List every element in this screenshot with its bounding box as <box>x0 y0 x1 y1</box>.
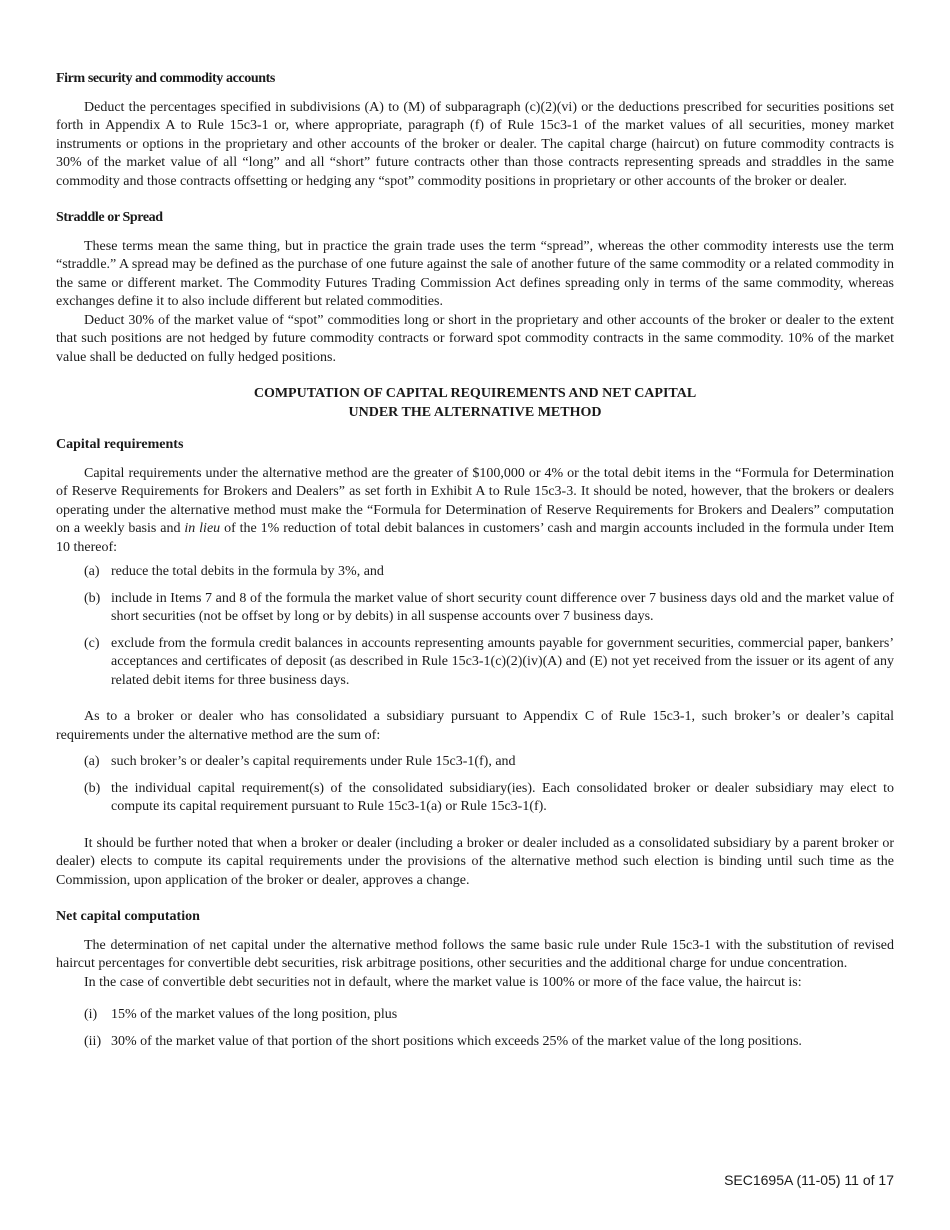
heading-net-capital: Net capital computation <box>56 909 200 924</box>
computation-title <box>56 385 894 422</box>
heading-firm-accounts: Firm security and commodity accounts <box>56 71 275 86</box>
list-item-text: exclude from the formula credit balances in accounts representing amounts payable for government securities, commercial paper, bankers’ acceptances and certificates of deposit (as described in Rule 15c3-1(c)(2)(iv)(A) and (E) not yet received from the issuer or its agent of any related debit items for three business days. <box>111 635 894 688</box>
list-marker: (a) <box>84 754 100 769</box>
form-footer-id: SEC1695A (11-05) 11 of 17 <box>724 1172 894 1188</box>
paragraph-firm-accounts: Deduct the percentages specified in subdivisions (A) to (M) of subparagraph (c)(2)(vi) or the deductions prescribed for securities positions set forth in Appendix A to Rule 15c3-1 or, where appropriate, paragraph (f) of Rule 15c3-1 of the market values of all securities, money market instruments or options in the proprietary and other accounts of the broker or dealer. The capital charge (haircut) on future commodity contracts is 30% of the market value of all “long” and all “short” future contracts other than those contracts representing spreads and straddles in the same commodity and those contracts offsetting or hedging any “spot” commodity positions in proprietary or other accounts of the broker or dealer. <box>56 99 894 189</box>
list-item-reduce-debits <box>56 563 894 582</box>
paragraph-net-capital-determination: The determination of net capital under the alternative method follows the same basic rule under Rule 15c3-1 with the substitution of revised haircut percentages for convertible debt securities, risk arbitrage positions, other securities and the additional charge for undue concentration. <box>56 937 894 971</box>
paragraph-capital-requirements <box>56 465 894 558</box>
list-item-short-positions <box>56 1033 894 1052</box>
computation-title-line2: UNDER THE ALTERNATIVE METHOD <box>348 404 602 420</box>
list-item-subsidiary-requirements <box>56 780 894 817</box>
list-item-broker-requirements <box>56 753 894 772</box>
paragraph-consolidated-subsidiary: As to a broker or dealer who has consolidated a subsidiary pursuant to Appendix C of Rule 15c3-1, such broker’s or dealer’s capital requirements under the alternative method are the sum of: <box>56 709 894 743</box>
capital-req-italic-in-lieu: in lieu <box>184 521 221 536</box>
list-item-text: include in Items 7 and 8 of the formula the market value of short security count difference over 7 business days old and the market value of short securities (not be offset by long or by debits) in all suspense accounts over 7 business days. <box>111 590 894 624</box>
computation-title-line1: COMPUTATION OF CAPITAL REQUIREMENTS AND NET CAPITAL <box>253 386 697 401</box>
list-item-text: reduce the total debits in the formula by 3%, and <box>111 564 384 579</box>
list-marker: (b) <box>84 780 101 796</box>
list-item-text: 15% of the market values of the long position, plus <box>111 1007 398 1022</box>
paragraph-election-binding: It should be further noted that when a broker or dealer (including a broker or dealer included as a consolidated subsidiary by a parent broker or dealer) elects to compute its capital requirements under the provisions of the alternative method such election is binding until such time as the Commission, upon application of the broker or dealer, approves a change. <box>56 835 894 888</box>
list-item-exclude-credit <box>56 635 894 691</box>
document-page <box>56 70 894 1051</box>
list-marker: (i) <box>84 1007 98 1022</box>
list-item-text: the individual capital requirement(s) of the consolidated subsidiary(ies). Each consolidated broker or dealer subsidiary may elect to compute its capital requirement pursuant to Rule 15c3-1(a) or Rule 15c3-1(f). <box>111 780 894 814</box>
capital-req-text-part1: Capital requirements under the alternative method are the greater of $100,000 or 4% or the total debit items in the “Formula for Determination of Reserve Requirements for Brokers and Dealers” as set forth in Exhibit A to Rule 15c3-3. It should be noted, however, that the brokers or dealers operating under the alternative method must make the “Formula for Determination of Reserve Requirements for Brokers and Dealers” computation on a weekly basis and <box>56 465 894 536</box>
list-item-include-items <box>56 590 894 627</box>
list-item-text: such broker’s or dealer’s capital requirements under Rule 15c3-1(f), and <box>111 754 516 769</box>
list-marker: (ii) <box>84 1033 102 1049</box>
list-marker: (b) <box>84 590 101 606</box>
list-item-long-position <box>56 1006 894 1025</box>
heading-straddle-spread: Straddle or Spread <box>56 210 163 225</box>
list-marker: (a) <box>84 564 100 579</box>
list-marker: (c) <box>84 635 100 651</box>
paragraph-spot-deduction: Deduct 30% of the market value of “spot” commodities long or short in the proprietary and other accounts of the broker or dealer to the extent that such positions are not hedged by future commodity contracts or forward spot commodity contracts in the same commodity. 10% of the market value shall be deducted on fully hedged positions. <box>56 312 894 365</box>
heading-capital-requirements: Capital requirements <box>56 437 184 452</box>
paragraph-straddle-definition: These terms mean the same thing, but in practice the grain trade uses the term “spread”, whereas the other commodity interests use the term “straddle.” A spread may be defined as the purchase of one future against the sale of another future of the same commodity or a related commodity in the same or different market. The Commodity Futures Trading Commission Act defines spreading only in terms of the same commodity, whereas exchanges define it to also include different but related commodities. <box>56 238 894 309</box>
capital-req-text-part2: of the 1% reduction of total debit balances in customers’ cash and margin accounts included in the formula under Item 10 thereof: <box>56 521 895 555</box>
list-item-text: 30% of the market value of that portion of the short positions which exceeds 25% of the market value of the long positions. <box>111 1033 802 1049</box>
paragraph-convertible-debt: In the case of convertible debt securities not in default, where the market value is 100% or more of the face value, the haircut is: <box>84 974 802 990</box>
